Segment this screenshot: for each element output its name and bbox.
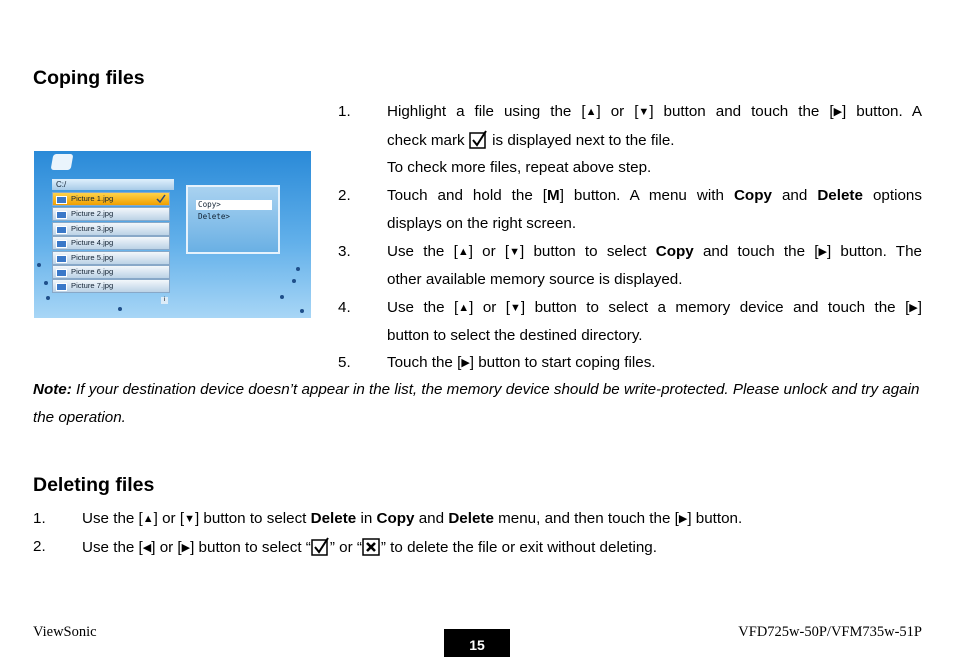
copy-step-2-line-1: Touch and hold the [M] button. A menu with Copy and Delete options <box>387 187 922 204</box>
image-file-icon <box>56 211 67 219</box>
image-file-icon <box>56 240 67 248</box>
screenshot-file-item: Picture 2.jpg <box>52 207 170 221</box>
decor-bubble <box>292 279 296 283</box>
copy-step-1-line-2: check mark is displayed next to the file. <box>387 132 675 149</box>
step-number: 5. <box>338 354 351 371</box>
screenshot-file-item: Picture 7.jpg <box>52 279 170 293</box>
copy-step-4-line-1: Use the [▲] or [▼] button to select a memory device and touch the [▶] <box>387 299 922 316</box>
screenshot-file-item: Picture 4.jpg <box>52 236 170 250</box>
image-file-icon <box>56 226 67 234</box>
cross-box-icon <box>362 537 381 556</box>
image-file-icon <box>56 255 67 263</box>
image-file-icon <box>56 269 67 277</box>
right-arrow-icon: ▶ <box>833 106 843 118</box>
screenshot-menu-delete: Delete> <box>198 212 231 221</box>
screenshot-file-item: Picture 1.jpg <box>52 192 170 206</box>
decor-bubble <box>296 267 300 271</box>
up-arrow-icon: ▲ <box>585 106 597 118</box>
copying-files-heading: Coping files <box>33 67 145 89</box>
screenshot-file-item: Picture 5.jpg <box>52 251 170 265</box>
down-arrow-icon: ▼ <box>510 302 521 314</box>
info-icon: i <box>161 297 168 304</box>
decor-bubble <box>37 263 41 267</box>
delete-step-2: Use the [◀] or [▶] button to select “ ” or “ ” to delete the file or exit without deleting. <box>82 539 657 556</box>
step-number: 2. <box>33 538 46 555</box>
copy-step-1-line-3: To check more files, repeat above step. <box>387 159 652 176</box>
step-number: 1. <box>33 510 46 527</box>
check-mark-icon <box>155 193 167 205</box>
decor-bubble <box>280 295 284 299</box>
play-icon: ▶ <box>461 357 470 369</box>
down-arrow-icon: ▼ <box>184 513 195 525</box>
down-arrow-icon: ▼ <box>509 246 521 258</box>
delete-step-1: Use the [▲] or [▼] button to select Delete in Copy and Delete menu, and then touch the [▶] button. <box>82 510 743 527</box>
copy-step-5: Touch the [▶] button to start coping files. <box>387 354 656 371</box>
screenshot-file-item: Picture 3.jpg <box>52 222 170 236</box>
check-box-icon <box>469 130 488 149</box>
left-arrow-icon: ◀ <box>142 542 152 554</box>
deleting-files-heading: Deleting files <box>33 474 155 496</box>
copy-step-4-line-2: button to select the destined directory. <box>387 327 643 344</box>
copy-step-2-line-2: displays on the right screen. <box>387 215 577 232</box>
decor-bubble <box>46 296 50 300</box>
image-file-icon <box>56 283 67 291</box>
check-box-icon <box>311 537 330 556</box>
decor-bubble <box>118 307 122 311</box>
image-file-icon <box>56 196 67 204</box>
screenshot-file-item: Picture 6.jpg <box>52 265 170 279</box>
folder-icon <box>51 154 74 170</box>
copy-step-3-line-1: Use the [▲] or [▼] button to select Copy and touch the [▶] button. The <box>387 243 922 260</box>
step-number: 4. <box>338 299 351 316</box>
up-arrow-icon: ▲ <box>142 513 154 525</box>
right-arrow-icon: ▶ <box>181 542 191 554</box>
up-arrow-icon: ▲ <box>458 302 470 314</box>
copy-step-1-line-1: Highlight a file using the [▲] or [▼] button and touch the [▶] button. A <box>387 103 922 120</box>
step-number: 3. <box>338 243 351 260</box>
footer-model: VFD725w-50P/VFM735w-51P <box>738 624 922 640</box>
copy-menu-screenshot <box>34 151 311 318</box>
up-arrow-icon: ▲ <box>457 246 469 258</box>
right-arrow-icon: ▶ <box>909 302 918 314</box>
decor-bubble <box>300 309 304 313</box>
footer-brand: ViewSonic <box>33 624 97 640</box>
screenshot-menu-copy: Copy> <box>196 200 272 210</box>
screenshot-popup-menu <box>186 185 280 254</box>
down-arrow-icon: ▼ <box>638 106 650 118</box>
play-icon: ▶ <box>818 246 827 258</box>
play-icon: ▶ <box>678 513 688 525</box>
step-number: 2. <box>338 187 351 204</box>
copy-step-3-line-2: other available memory source is displayed. <box>387 271 683 288</box>
decor-bubble <box>44 281 48 285</box>
step-number: 1. <box>338 103 351 120</box>
page-number: 15 <box>444 629 510 657</box>
note-label: Note: <box>33 381 72 398</box>
note-paragraph: Note: If your destination device doesn’t appear in the list, the memory device should be write-protected. Please unlock and try again the operation. <box>33 381 920 426</box>
screenshot-path: C:/ <box>52 179 174 190</box>
